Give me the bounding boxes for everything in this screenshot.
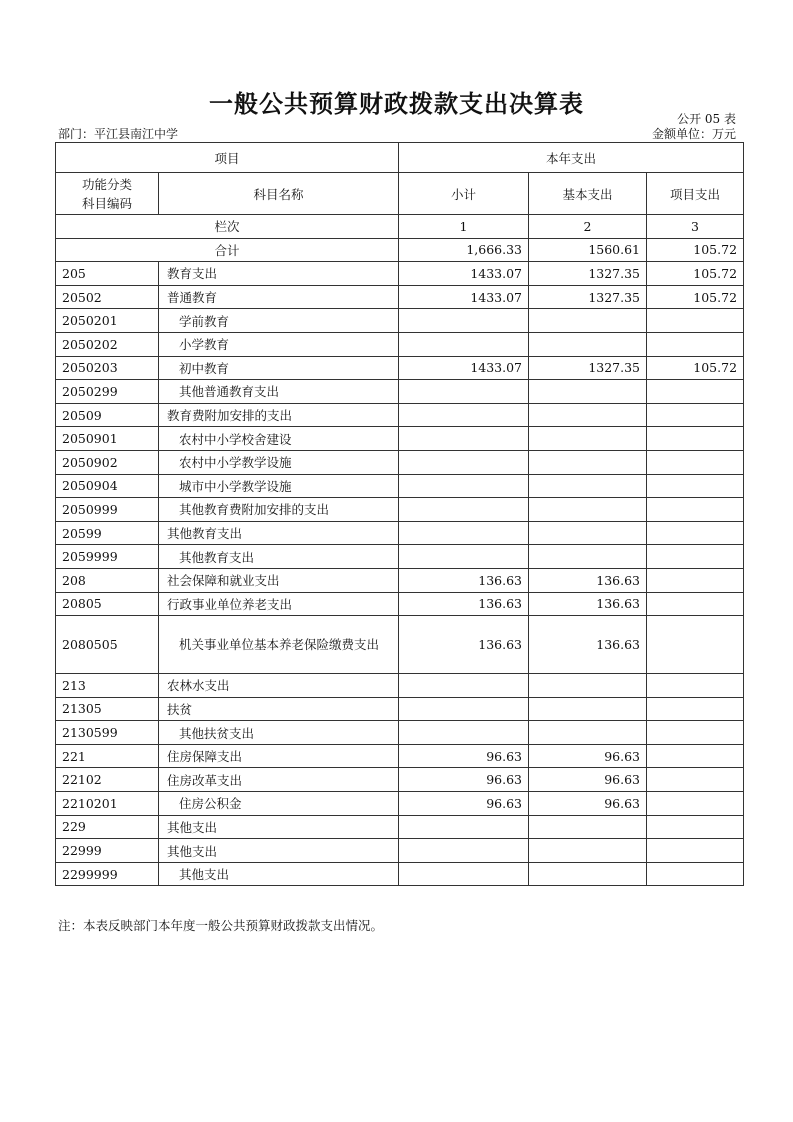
row-name: 其他教育费附加安排的支出 — [159, 498, 399, 522]
row-code: 2050299 — [56, 380, 159, 404]
row-name: 初中教育 — [159, 356, 399, 380]
row-name: 其他教育支出 — [159, 545, 399, 569]
department-label: 部门：平江县南江中学 — [58, 127, 179, 141]
row-basic: 96.63 — [529, 792, 647, 816]
column-index-2: 2 — [529, 215, 647, 239]
table-row — [56, 616, 744, 674]
table-row — [56, 498, 744, 522]
table-row — [56, 332, 744, 356]
table-row — [56, 521, 744, 545]
row-basic — [529, 521, 647, 545]
total-row — [56, 238, 744, 262]
row-code: 2050999 — [56, 498, 159, 522]
row-subtotal — [399, 545, 529, 569]
row-basic — [529, 697, 647, 721]
row-basic — [529, 427, 647, 451]
table-row — [56, 568, 744, 592]
row-basic: 96.63 — [529, 768, 647, 792]
row-subtotal — [399, 674, 529, 698]
row-subtotal — [399, 521, 529, 545]
row-project — [647, 380, 744, 404]
table-row — [56, 380, 744, 404]
header-func-code — [56, 173, 159, 215]
row-name: 农林水支出 — [159, 674, 399, 698]
header-subject-name: 科目名称 — [159, 173, 399, 215]
row-name: 其他普通教育支出 — [159, 380, 399, 404]
row-subtotal: 1433.07 — [399, 356, 529, 380]
row-code: 22102 — [56, 768, 159, 792]
row-subtotal: 136.63 — [399, 616, 529, 674]
row-basic: 1327.35 — [529, 262, 647, 286]
row-code: 2130599 — [56, 721, 159, 745]
amount-unit: 金额单位：万元 — [651, 127, 736, 141]
row-basic: 96.63 — [529, 744, 647, 768]
expenditure-table — [55, 142, 744, 886]
table-row — [56, 262, 744, 286]
row-code: 20805 — [56, 592, 159, 616]
row-name: 住房改革支出 — [159, 768, 399, 792]
row-name: 其他教育支出 — [159, 521, 399, 545]
column-index-label: 栏次 — [56, 215, 399, 239]
row-project — [647, 697, 744, 721]
row-subtotal — [399, 332, 529, 356]
row-project — [647, 792, 744, 816]
row-code: 2210201 — [56, 792, 159, 816]
row-basic — [529, 721, 647, 745]
header-current-year: 本年支出 — [399, 143, 744, 173]
row-code: 213 — [56, 674, 159, 698]
row-basic — [529, 403, 647, 427]
row-subtotal — [399, 697, 529, 721]
row-project — [647, 474, 744, 498]
row-code: 205 — [56, 262, 159, 286]
table-row — [56, 674, 744, 698]
row-code: 221 — [56, 744, 159, 768]
row-basic: 1327.35 — [529, 356, 647, 380]
header-basic: 基本支出 — [529, 173, 647, 215]
table-row — [56, 721, 744, 745]
table-row — [56, 450, 744, 474]
header-item: 项目 — [56, 143, 399, 173]
row-basic — [529, 380, 647, 404]
row-subtotal — [399, 815, 529, 839]
row-subtotal — [399, 474, 529, 498]
row-subtotal: 136.63 — [399, 592, 529, 616]
header-func-code-line1: 功能分类 — [81, 176, 132, 192]
total-label: 合计 — [56, 238, 399, 262]
row-basic: 1327.35 — [529, 285, 647, 309]
row-name: 扶贫 — [159, 697, 399, 721]
row-subtotal — [399, 427, 529, 451]
table-row — [56, 427, 744, 451]
table-row — [56, 592, 744, 616]
row-name: 社会保障和就业支出 — [159, 568, 399, 592]
row-name: 城市中小学教学设施 — [159, 474, 399, 498]
table-row — [56, 815, 744, 839]
table-row — [56, 285, 744, 309]
header-subtotal: 小计 — [399, 173, 529, 215]
table-row — [56, 792, 744, 816]
header-project: 项目支出 — [647, 173, 744, 215]
row-project — [647, 568, 744, 592]
row-project — [647, 862, 744, 886]
row-basic — [529, 474, 647, 498]
row-basic — [529, 815, 647, 839]
row-name: 其他支出 — [159, 862, 399, 886]
table-row — [56, 356, 744, 380]
row-subtotal — [399, 721, 529, 745]
row-code: 2080505 — [56, 616, 159, 674]
table-row — [56, 862, 744, 886]
row-project — [647, 839, 744, 863]
row-name: 住房保障支出 — [159, 744, 399, 768]
total-basic: 1560.61 — [529, 238, 647, 262]
row-subtotal: 96.63 — [399, 744, 529, 768]
row-project — [647, 815, 744, 839]
row-code: 2050202 — [56, 332, 159, 356]
table-row — [56, 474, 744, 498]
row-code: 2050902 — [56, 450, 159, 474]
row-name: 其他支出 — [159, 839, 399, 863]
row-basic — [529, 498, 647, 522]
row-project — [647, 616, 744, 674]
row-basic — [529, 309, 647, 333]
row-project — [647, 592, 744, 616]
row-name: 机关事业单位基本养老保险缴费支出 — [159, 616, 399, 674]
row-project — [647, 450, 744, 474]
row-name: 教育费附加安排的支出 — [159, 403, 399, 427]
row-code: 2050201 — [56, 309, 159, 333]
header-row-1 — [56, 143, 744, 173]
row-project — [647, 768, 744, 792]
total-project: 105.72 — [647, 238, 744, 262]
table-row — [56, 744, 744, 768]
row-subtotal — [399, 403, 529, 427]
row-basic: 136.63 — [529, 568, 647, 592]
header-row-2 — [56, 173, 744, 215]
row-code: 229 — [56, 815, 159, 839]
row-subtotal — [399, 450, 529, 474]
page-title: 一般公共预算财政拨款支出决算表 — [209, 90, 584, 118]
row-name: 学前教育 — [159, 309, 399, 333]
row-name: 教育支出 — [159, 262, 399, 286]
row-name: 其他支出 — [159, 815, 399, 839]
total-subtotal: 1,666.33 — [399, 238, 529, 262]
row-basic — [529, 545, 647, 569]
row-name: 行政事业单位养老支出 — [159, 592, 399, 616]
form-code: 公开 05 表 — [677, 112, 736, 126]
row-project: 105.72 — [647, 262, 744, 286]
row-subtotal: 96.63 — [399, 768, 529, 792]
row-project — [647, 744, 744, 768]
row-name: 小学教育 — [159, 332, 399, 356]
row-name: 农村中小学教学设施 — [159, 450, 399, 474]
row-project — [647, 332, 744, 356]
row-code: 22999 — [56, 839, 159, 863]
header-func-code-line2: 科目编码 — [81, 195, 132, 211]
footnote: 注：本表反映部门本年度一般公共预算财政拨款支出情况。 — [58, 918, 384, 933]
row-basic — [529, 674, 647, 698]
row-code: 2059999 — [56, 545, 159, 569]
table-row — [56, 403, 744, 427]
row-code: 20509 — [56, 403, 159, 427]
row-code: 21305 — [56, 697, 159, 721]
column-index-3: 3 — [647, 215, 744, 239]
row-project — [647, 545, 744, 569]
row-subtotal — [399, 498, 529, 522]
row-code: 208 — [56, 568, 159, 592]
row-name: 普通教育 — [159, 285, 399, 309]
row-project — [647, 309, 744, 333]
column-index-1: 1 — [399, 215, 529, 239]
row-project — [647, 721, 744, 745]
row-project — [647, 498, 744, 522]
row-project — [647, 403, 744, 427]
row-basic: 136.63 — [529, 616, 647, 674]
row-code: 20502 — [56, 285, 159, 309]
row-project — [647, 427, 744, 451]
row-basic — [529, 450, 647, 474]
table-row — [56, 697, 744, 721]
row-subtotal: 1433.07 — [399, 285, 529, 309]
row-name: 农村中小学校舍建设 — [159, 427, 399, 451]
table-row — [56, 839, 744, 863]
row-basic — [529, 862, 647, 886]
row-subtotal: 136.63 — [399, 568, 529, 592]
row-code: 20599 — [56, 521, 159, 545]
row-subtotal: 1433.07 — [399, 262, 529, 286]
row-code: 2050901 — [56, 427, 159, 451]
table-row — [56, 309, 744, 333]
row-project — [647, 674, 744, 698]
row-subtotal — [399, 380, 529, 404]
table-body — [56, 262, 744, 886]
row-name: 住房公积金 — [159, 792, 399, 816]
row-basic — [529, 839, 647, 863]
table-row — [56, 768, 744, 792]
row-name: 其他扶贫支出 — [159, 721, 399, 745]
row-basic — [529, 332, 647, 356]
row-project: 105.72 — [647, 356, 744, 380]
table-row — [56, 545, 744, 569]
row-project: 105.72 — [647, 285, 744, 309]
column-index-row — [56, 215, 744, 239]
row-code: 2050904 — [56, 474, 159, 498]
row-subtotal — [399, 839, 529, 863]
row-basic: 136.63 — [529, 592, 647, 616]
row-subtotal — [399, 309, 529, 333]
row-subtotal: 96.63 — [399, 792, 529, 816]
row-code: 2299999 — [56, 862, 159, 886]
row-project — [647, 521, 744, 545]
row-subtotal — [399, 862, 529, 886]
row-code: 2050203 — [56, 356, 159, 380]
